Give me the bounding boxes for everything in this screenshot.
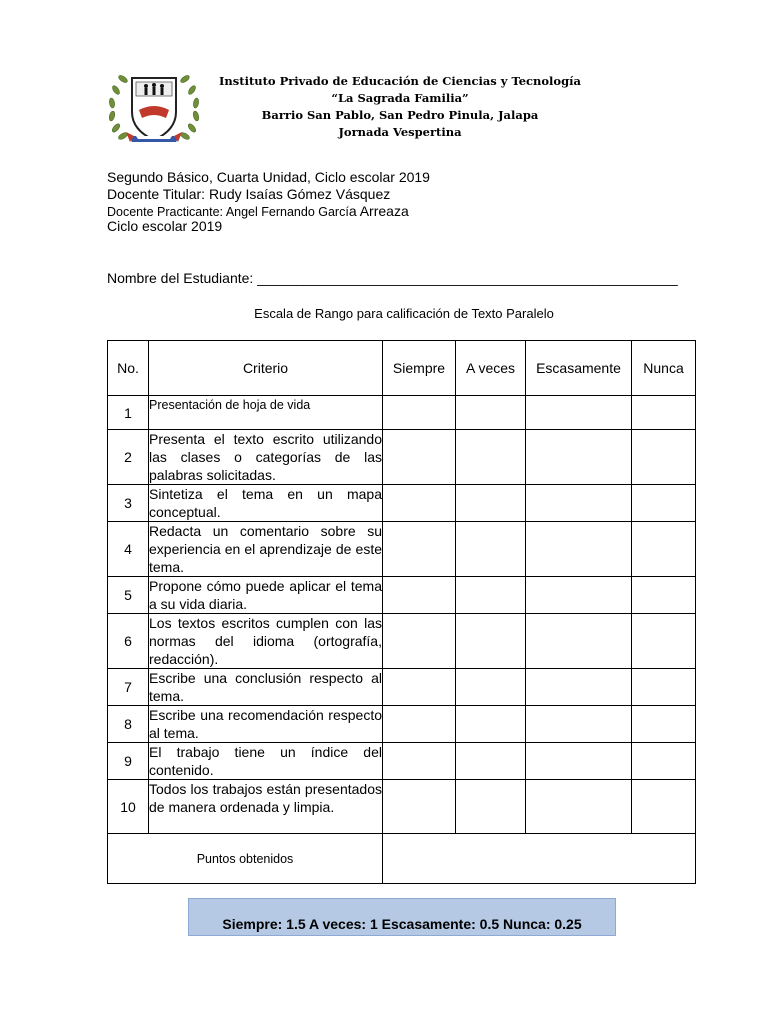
rubric-table [107,340,696,884]
score-cell-escasamente[interactable] [526,485,632,522]
info-practitioner-text-end: a Arreaza [348,203,409,219]
score-cell-a-veces[interactable] [456,522,526,577]
row-criterion: Propone cómo puede aplicar el tema a su vida diaria. [149,578,382,612]
score-cell-nunca[interactable] [632,430,696,485]
score-cell-escasamente[interactable] [526,743,632,780]
row-number: 1 [108,396,149,430]
score-cell-nunca[interactable] [632,577,696,614]
row-criterion: Todos los trabajos están presentados de manera ordenada y limpia. [149,780,383,834]
score-cell-escasamente[interactable] [526,614,632,669]
score-cell-nunca[interactable] [632,780,696,834]
score-cell-siempre[interactable] [383,430,456,485]
score-cell-a-veces[interactable] [456,614,526,669]
score-cell-escasamente[interactable] [526,780,632,834]
score-cell-siempre[interactable] [383,577,456,614]
score-cell-nunca[interactable] [632,614,696,669]
score-cell-a-veces[interactable] [456,780,526,834]
score-cell-a-veces[interactable] [456,669,526,706]
score-cell-escasamente[interactable] [526,577,632,614]
institution-motto: “La Sagrada Familia” [331,91,469,105]
score-cell-nunca[interactable] [632,522,696,577]
table-title: Escala de Rango para calificación de Texto Paralelo [254,306,554,321]
row-number: 2 [108,430,149,485]
score-cell-nunca[interactable] [632,485,696,522]
row-number: 8 [108,706,149,743]
score-cell-a-veces[interactable] [456,577,526,614]
row-number: 6 [108,614,149,669]
score-cell-a-veces[interactable] [456,430,526,485]
score-cell-nunca[interactable] [632,669,696,706]
row-criterion: Los textos escritos cumplen con las normas del idioma (ortografía, redacción). [149,615,382,667]
row-number: 7 [108,669,149,706]
institution-header [200,73,600,141]
row-criterion: El trabajo tiene un índice del contenido. [149,744,382,778]
score-cell-siempre[interactable] [383,780,456,834]
institution-address: Barrio San Pablo, San Pedro Pinula, Jalapa [261,108,539,122]
score-cell-siempre[interactable] [383,743,456,780]
puntos-obtenidos-cell[interactable] [383,834,696,884]
score-cell-a-veces[interactable] [456,485,526,522]
score-cell-nunca[interactable] [632,743,696,780]
table-row [108,780,696,834]
header-escasamente: Escasamente [526,341,632,396]
score-cell-escasamente[interactable] [526,396,632,430]
table-row [108,485,696,522]
table-row [108,396,696,430]
header-siempre: Siempre [383,341,456,396]
table-row [108,577,696,614]
institution-shift: Jornada Vespertina [338,125,462,139]
row-number: 9 [108,743,149,780]
score-cell-escasamente[interactable] [526,522,632,577]
table-row [108,522,696,577]
table-row [108,614,696,669]
score-cell-siempre[interactable] [383,396,456,430]
score-cell-siempre[interactable] [383,706,456,743]
score-cell-escasamente[interactable] [526,706,632,743]
row-criterion: Escribe una recomendación respecto al tema. [149,707,382,741]
header-no: No. [108,341,149,396]
row-criterion: Redacta un comentario sobre su experiencia en el aprendizaje de este tema. [149,523,382,575]
table-header-row [108,341,696,396]
info-practitioner-text: Docente Practicante: Angel Fernando Garcí [107,205,349,219]
row-number: 5 [108,577,149,614]
info-teacher-line: Docente Titular: Rudy Isaías Gómez Vásquez [107,186,391,202]
row-number: 3 [108,485,149,522]
info-grade-line: Segundo Básico, Cuarta Unidad, Ciclo escolar 2019 [107,169,430,185]
table-row [108,669,696,706]
score-cell-siempre[interactable] [383,614,456,669]
info-year-line: Ciclo escolar 2019 [107,218,223,234]
student-name-field[interactable]: Nombre del Estudiante: ______________________________________________________ [107,270,678,286]
row-criterion: Escribe una conclusión respecto al tema. [149,670,382,704]
score-cell-nunca[interactable] [632,706,696,743]
score-cell-escasamente[interactable] [526,430,632,485]
row-criterion: Sintetiza el tema en un mapa conceptual. [149,486,382,520]
score-cell-siempre[interactable] [383,485,456,522]
puntos-obtenidos-label: Puntos obtenidos [108,834,383,884]
table-row [108,430,696,485]
header-criterio: Criterio [149,341,383,396]
score-cell-siempre[interactable] [383,522,456,577]
score-cell-a-veces[interactable] [456,396,526,430]
row-number: 4 [108,522,149,577]
header-nunca: Nunca [632,341,696,396]
score-cell-a-veces[interactable] [456,706,526,743]
score-cell-a-veces[interactable] [456,743,526,780]
score-legend: Siempre: 1.5 A veces: 1 Escasamente: 0.5 Nunca: 0.25 [188,898,616,936]
row-number: 10 [108,780,149,834]
score-cell-escasamente[interactable] [526,669,632,706]
institution-name: Instituto Privado de Educación de Ciencias y Tecnología [219,74,581,88]
school-crest-logo [106,66,202,150]
table-row [108,706,696,743]
header-a-veces: A veces [456,341,526,396]
row-criterion: Presenta el texto escrito utilizando las clases o categorías de las palabras solicitadas. [149,431,382,483]
table-footer-row [108,834,696,884]
score-cell-nunca[interactable] [632,396,696,430]
score-cell-siempre[interactable] [383,669,456,706]
table-row [108,743,696,780]
row-criterion: Presentación de hoja de vida [149,396,383,430]
